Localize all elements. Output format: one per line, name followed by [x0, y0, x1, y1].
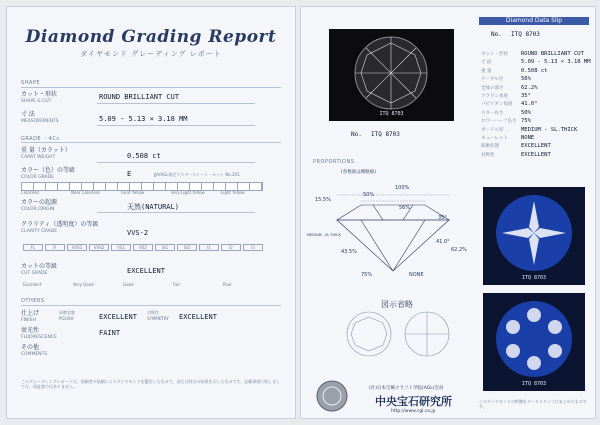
cut-scale-label: Fair [173, 282, 181, 287]
cut-scale-label: Excellent [23, 282, 42, 287]
fluorescence-label: 蛍光性 FLUORESCENCE [21, 327, 57, 340]
grade-section-heading: GRADE ・4Cs [21, 136, 60, 142]
divider [97, 103, 255, 104]
slip-row-value: NONE [521, 135, 535, 141]
clarity-value: VVS-2 [127, 229, 149, 237]
slip-row-key: 寸 法 [481, 60, 492, 66]
cut-scale-label: Good [123, 282, 134, 287]
others-section-heading: OTHERS [21, 298, 45, 304]
hearts-image-bottom [483, 293, 585, 391]
org-url: http://www.cgl.co.jp [391, 409, 436, 414]
slip-row-value: EXCELLENT [521, 151, 551, 158]
report-title: Diamond Grading Report [25, 27, 277, 47]
arrows-pattern-image [329, 29, 454, 121]
color-label: カラー（色）の等級 COLOR GRADE [21, 167, 76, 180]
slip-row-key: テーブル径 [481, 77, 504, 83]
slip-row-value: 62.2% [521, 84, 538, 91]
org-line: (社)日本宝飾クラフト学院(AGL)会員 [369, 386, 444, 391]
image-caption-bottom: ITQ 8703 [521, 381, 547, 387]
origin-label: カラーの起源 COLOR ORIGIN [21, 199, 58, 212]
origin-value: 天然(NATURAL) [127, 203, 179, 211]
clarity-scale-cell: VS1 [111, 244, 131, 251]
total-depth-percent: 62.2% [451, 247, 467, 253]
polish-label-en: POLISH [59, 316, 74, 321]
color-value: E [127, 170, 132, 178]
polish-label: 研磨状態 [59, 310, 75, 315]
color-scale-label: Very Light Yellow [171, 190, 205, 195]
clarity-scale-cell: I2 [221, 244, 241, 251]
slip-no-value: ITQ 8703 [511, 31, 540, 38]
divider [97, 212, 255, 213]
cut-label: カットの等級 CUT GRADE [21, 263, 57, 276]
carat-label: 重 量（カラット） CARAT WEIGHT [21, 147, 71, 160]
slip-no-label: No. [491, 31, 502, 38]
divider [21, 142, 281, 143]
color-note: JJA/AGL規定マスターストーン・セット No.201 [154, 172, 240, 177]
slip-row-value: 41.0° [521, 101, 538, 108]
divider [97, 162, 255, 163]
plot-diagram-image [329, 29, 454, 121]
proportions-panel [300, 6, 596, 419]
slip-row-value: ROUND BRILLIANT CUT [521, 51, 584, 57]
clarity-scale-cell: I1 [199, 244, 219, 251]
color-scale-label: Near Colorless [71, 190, 101, 195]
comments-label: その他 COMMENTS [21, 344, 48, 357]
color-scale-label: Faint Yellow [121, 190, 145, 195]
agl-seal-logo [315, 379, 349, 413]
plot-omitted-title: 図示省略 [381, 300, 413, 309]
proportions-note: (各数値は概略値) [341, 170, 377, 175]
color-scale-label: Light Yellow [221, 190, 245, 195]
slip-row-key: ガードル厚 [481, 127, 504, 133]
clarity-scale-cell: IF [45, 244, 65, 251]
shape-label: カット・形状 SHAPE & CUT [21, 91, 57, 104]
grading-report-panel [6, 6, 296, 419]
symmetry-value: EXCELLENT [179, 313, 217, 321]
shape-section-heading: SHAPE [21, 80, 41, 86]
shape-value: ROUND BRILLIANT CUT [99, 93, 180, 101]
slip-row-value: 75% [521, 118, 531, 125]
slip-row-value: 50% [521, 109, 531, 116]
slip-row-value: 56% [521, 76, 531, 83]
proportion-diagram [313, 175, 473, 275]
slip-row-value: EXCELLENT [521, 143, 551, 150]
slip-row-key: 対称性 [481, 152, 495, 158]
slip-row-key: 研磨状態 [481, 144, 499, 150]
measurements-label: 寸 法 MEASUREMENTS [21, 111, 59, 124]
plot-outline-diagrams [341, 309, 461, 359]
divider [21, 305, 281, 306]
girdle-value: MEDIUM - SL.THICK [307, 233, 341, 237]
crown-height-percent: 15.5% [315, 197, 331, 203]
clarity-label: クラリティ（透明度）の等級 CLARITY GRADE [21, 221, 99, 234]
slip-row-key: ロワーハーフ長さ [481, 119, 517, 125]
plot-caption: ITQ 8703 [379, 111, 404, 117]
data-slip-header: Diamond Data Slip [479, 17, 589, 25]
cut-scale-label: Poor [223, 282, 232, 287]
stone-no-value: ITQ 8703 [371, 131, 400, 138]
carat-value: 0.508 ct [127, 152, 161, 160]
clarity-scale-cell: VVS2 [89, 244, 109, 251]
symmetry-label-en: SYMMETRY [147, 316, 169, 321]
clarity-scale-cell: VS2 [133, 244, 153, 251]
polish-value: EXCELLENT [99, 313, 137, 321]
culet-value: NONE [409, 272, 424, 278]
cut-scale-label: Very Good [73, 282, 94, 287]
slip-row-value: 5.09 - 5.13 × 3.18 MM [521, 59, 591, 66]
slip-row-key: 全体の深さ [481, 85, 504, 91]
divider [97, 125, 255, 126]
slip-row-value: 0.508 ct [521, 67, 548, 74]
slip-note: このダイヤモンドの特徴をデータスリップにまとめたものです。 [479, 399, 587, 409]
fluorescence-value: FAINT [99, 329, 121, 337]
image-caption-top: ITQ 8703 [521, 275, 547, 281]
slip-row-value: MEDIUM - SL.THICK [521, 126, 578, 133]
finish-label: 仕上げ FINISH [21, 310, 40, 323]
stone-no-label: No. [351, 131, 362, 138]
pavilion-angle: 41.0° [436, 239, 450, 245]
table-percent: 56% [399, 205, 411, 211]
pavilion-depth-percent: 43.5% [341, 249, 357, 255]
slip-row-key: カット・形状 [481, 52, 508, 57]
color-scale-label: Colorless [21, 190, 40, 195]
star-percent: 50% [363, 192, 375, 198]
clarity-scale-cell: SI2 [177, 244, 197, 251]
cut-value: EXCELLENT [127, 267, 165, 275]
symmetry-label: 対称性 [147, 310, 159, 315]
slip-row-key: キューレット [481, 136, 508, 141]
lower-half-percent: 75% [361, 272, 373, 278]
slip-row-key: 重 量 [481, 68, 492, 74]
clarity-scale-cell: SI1 [155, 244, 175, 251]
divider [21, 87, 281, 88]
org-name: 中央宝石研究所 [375, 395, 452, 408]
clarity-scale-cell: VVS1 [67, 244, 87, 251]
report-subtitle: ダイヤモンド グレーディング レポート [80, 50, 222, 58]
slip-row-key: クラウン角度 [481, 94, 508, 99]
clarity-scale-cell: I3 [243, 244, 263, 251]
measurements-value: 5.09 - 5.13 × 3.18 MM [99, 115, 188, 123]
total-percent: 100% [395, 185, 410, 191]
clarity-scale-cell: FL [23, 244, 43, 251]
hearts-image-top [483, 187, 585, 285]
crown-angle: 35° [438, 215, 447, 221]
slip-row-value: 35° [521, 93, 531, 99]
proportions-heading: PROPORTIONS [313, 159, 355, 165]
report-footnote: このグレーディングレポートは、依頼者の依頼によりダイヤモンドを鑑定したもので、発行日時点の結果を示したものです。記載事項に関しましては、保証書ではありません。 [21, 379, 281, 389]
slip-row-key: パビリオン角度 [481, 102, 513, 108]
slip-row-key: スター長さ [481, 110, 504, 116]
